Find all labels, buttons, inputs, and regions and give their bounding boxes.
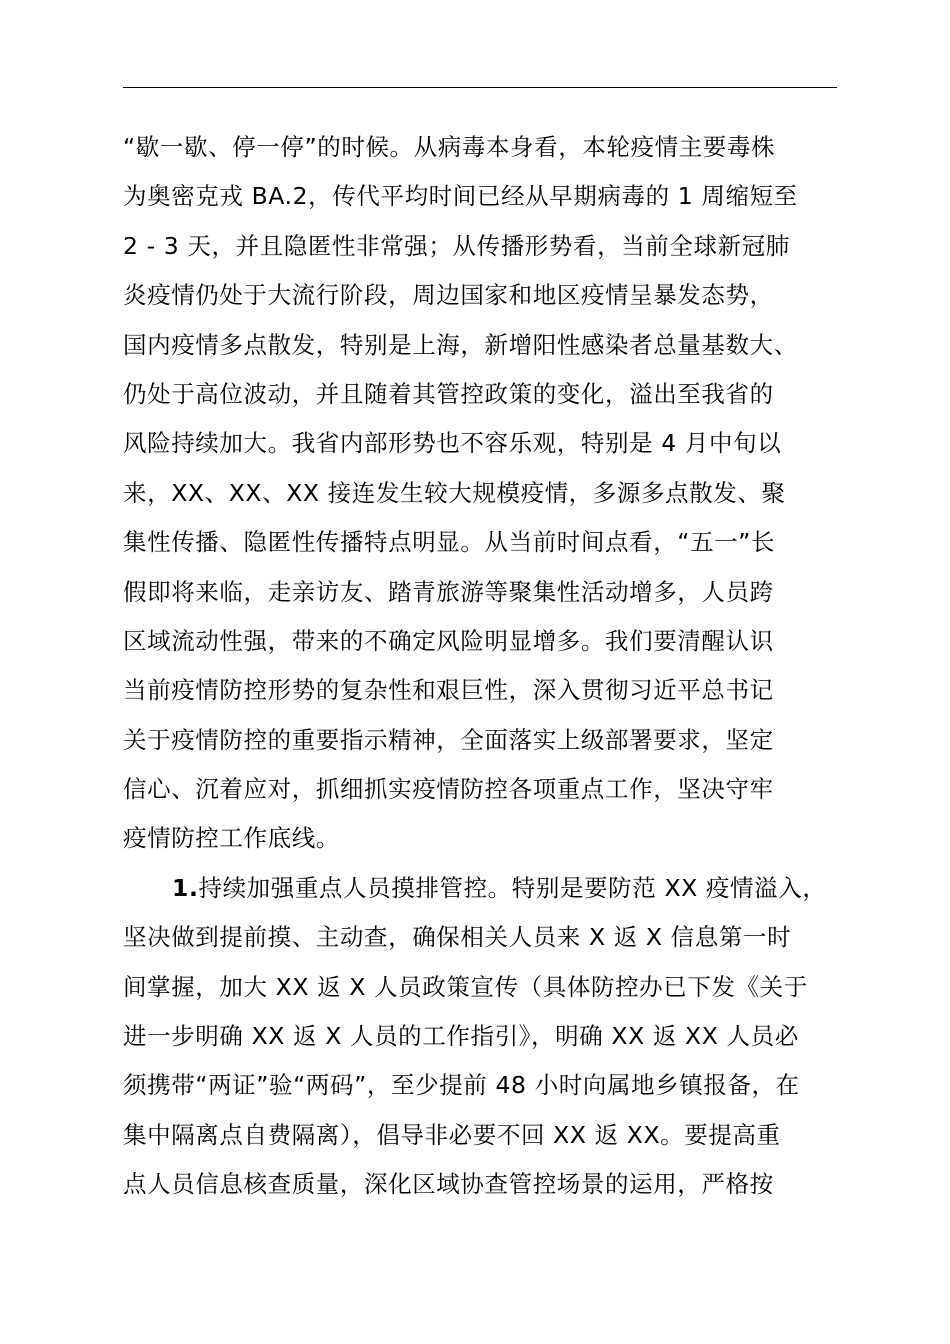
paragraph-line: 关于疫情防控的重要指示精神，全面落实上级部署要求，坚定 <box>123 725 774 754</box>
paragraph-line: 集性传播、隐匿性传播特点明显。从当前时间点看，“五一”长 <box>123 528 776 557</box>
paragraph-line: 来，XX、XX、XX 接连发生较大规模疫情，多源多点散发、聚 <box>123 478 786 507</box>
paragraph-line: 区域流动性强，带来的不确定风险明显增多。我们要清醒认识 <box>123 626 774 655</box>
paragraph-line: 为奥密克戎 BA.2，传代平均时间已经从早期病毒的 1 周缩短至 <box>123 182 798 211</box>
body-text <box>123 123 873 1210</box>
section-line: 集中隔离点自费隔离），倡导非必要不回 XX 返 XX。要提高重 <box>123 1120 781 1149</box>
section-line: 点人员信息核查质量，深化区域协查管控场景的运用，严格按 <box>123 1170 774 1199</box>
section-first-line <box>123 864 873 913</box>
paragraph-line: 疫情防控工作底线。 <box>123 824 340 853</box>
paragraph-line: 风险持续加大。我省内部形势也不容乐观，特别是 4 月中旬以 <box>123 429 782 458</box>
section-line: 间掌握，加大 XX 返 X 人员政策宣传（具体防控办已下发《关于 <box>123 972 808 1001</box>
header-rule <box>123 87 837 88</box>
section-line: 坚决做到提前摸、主动查，确保相关人员来 X 返 X 信息第一时 <box>123 923 792 952</box>
section-line: 须携带“两证”验“两码”，至少提前 48 小时向属地乡镇报备，在 <box>123 1071 800 1100</box>
paragraph-line: 信心、沉着应对，抓细抓实疫情防控各项重点工作，坚决守牢 <box>123 775 774 804</box>
section-line: 进一步明确 XX 返 X 人员的工作指引》，明确 XX 返 XX 人员必 <box>123 1022 799 1051</box>
paragraph-line: 假即将来临，走亲访友、踏青旅游等聚集性活动增多，人员跨 <box>123 577 774 606</box>
paragraph-line: 2 - 3 天，并且隐匿性非常强；从传播形势看，当前全球新冠肺 <box>123 231 790 260</box>
paragraph-line: “歇一歇、停一停”的时候。从病毒本身看，本轮疫情主要毒株 <box>123 133 776 161</box>
paragraph-line: 炎疫情仍处于大流行阶段，周边国家和地区疫情呈暴发态势， <box>123 281 774 310</box>
paragraph-line: 国内疫情多点散发，特别是上海，新增阳性感染者总量基数大、 <box>123 330 798 359</box>
section-heading-number: 1. <box>172 873 199 902</box>
paragraph-line: 仍处于高位波动，并且随着其管控政策的变化，溢出至我省的 <box>123 379 774 408</box>
paragraph-line: 当前疫情防控形势的复杂性和艰巨性，深入贯彻习近平总书记 <box>123 676 774 705</box>
section-first-line-text: 持续加强重点人员摸排管控。特别是要防范 XX 疫情溢入， <box>198 873 827 902</box>
